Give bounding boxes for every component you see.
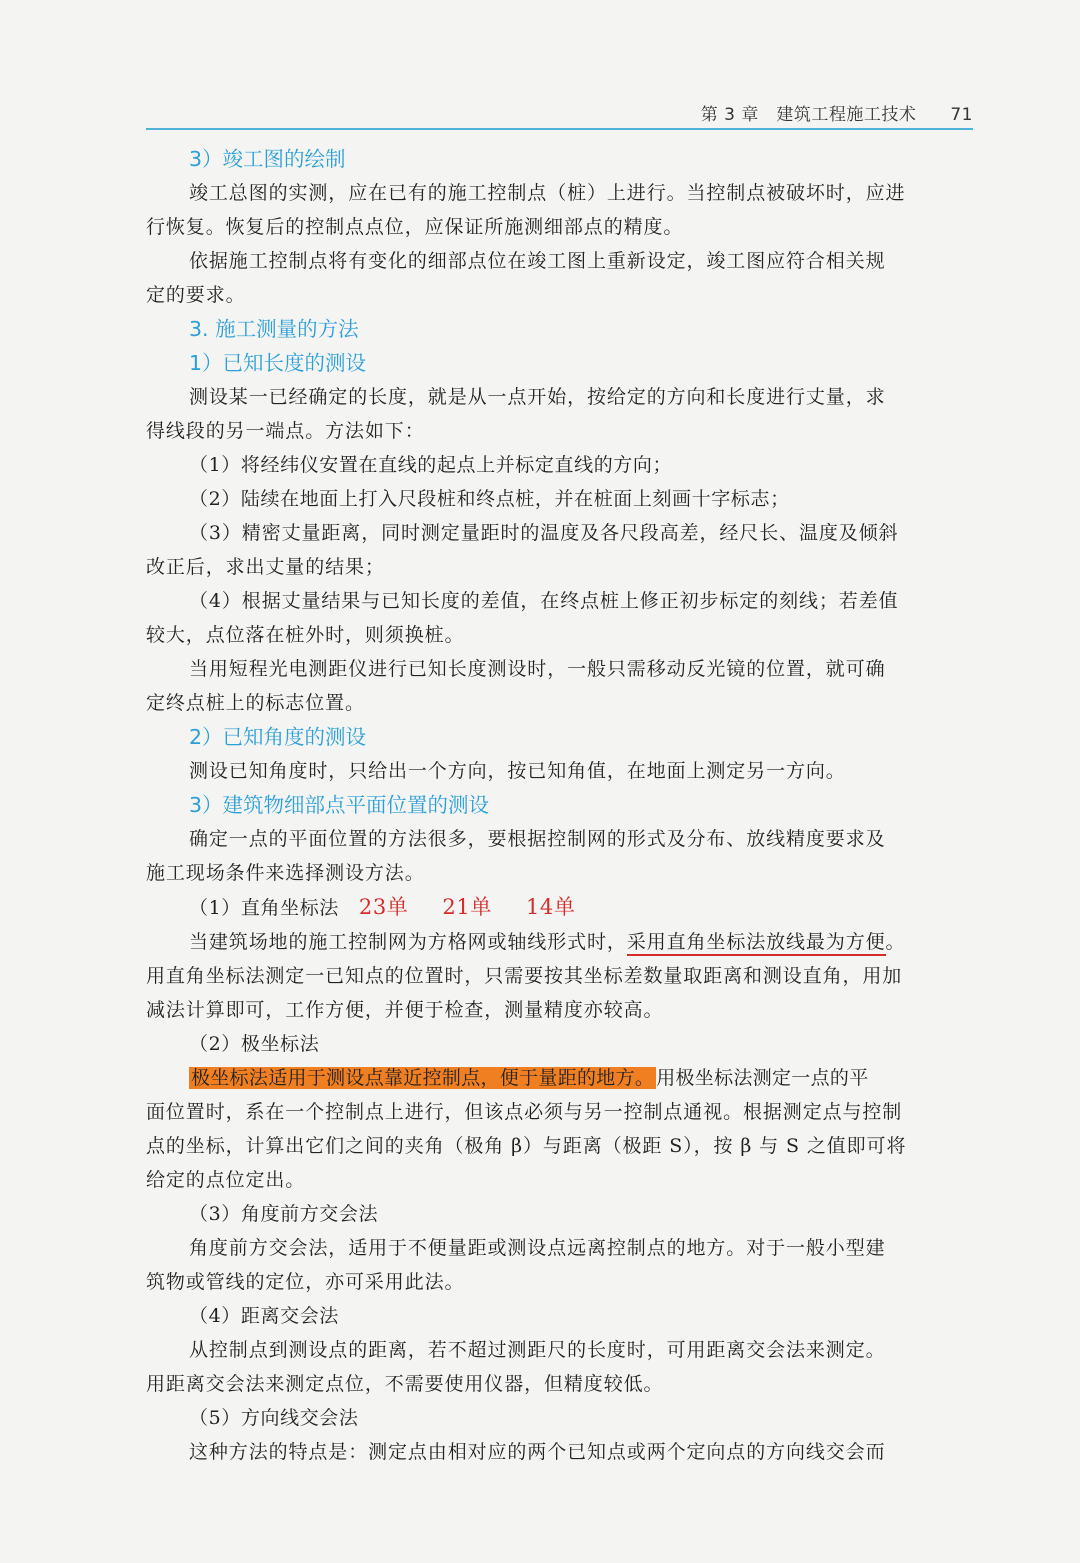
- list-item-rectangular-coordinates: [146, 890, 974, 925]
- handwritten-note: 21单: [442, 895, 492, 919]
- text: 用极坐标法测定一点的平: [656, 1067, 869, 1089]
- header-text: [701, 100, 973, 125]
- paragraph: 这种方法的特点是：测定点由相对应的两个已知点或两个定向点的方向线交会而: [189, 1441, 886, 1463]
- handwritten-note: 23单: [358, 895, 409, 919]
- list-item-angle-intersection: （3）角度前方交会法: [189, 1203, 379, 1225]
- page-body: [146, 142, 974, 1469]
- item-label: （1）直角坐标法: [189, 897, 339, 919]
- paragraph: 确定一点的平面位置的方法很多，要根据控制网的形式及分布、放线精度要求及 施工现场条件来选择测设方法。: [146, 828, 886, 884]
- paragraph-rect-intro: [146, 925, 974, 959]
- paragraph: 竣工总图的实测，应在已有的施工控制点（桩）上进行。当控制点被破坏时，应进 行恢复。恢复后的控制点点位，应保证所施测细部点的精度。: [146, 182, 906, 238]
- running-header: [146, 98, 973, 130]
- handwritten-note: 14单: [525, 895, 576, 919]
- list-item-distance-intersection: （4）距离交会法: [189, 1305, 339, 1327]
- paragraph: 从控制点到测设点的距离，若不超过测距尺的长度时，可用距离交会法来测定。 用距离交会法来测定点位，不需要使用仪器，但精度较低。: [146, 1339, 886, 1395]
- paragraph: 测设已知角度时，只给出一个方向，按已知角值，在地面上测定另一方向。: [189, 760, 846, 782]
- paragraph: 角度前方交会法，适用于不便量距或测设点远离控制点的地方。对于一般小型建 筑物或管线的定位，亦可采用此法。: [146, 1237, 886, 1293]
- chapter-title: 第 3 章 建筑工程施工技术: [700, 105, 917, 125]
- paragraph: 测设某一已经确定的长度，就是从一点开始，按给定的方向和长度进行丈量，求 得线段的另一端点。方法如下：: [146, 386, 886, 442]
- paragraph: 面位置时，系在一个控制点上进行，但该点必须与另一控制点通视。根据测定点与控制 点的坐标，计算出它们之间的夹角（极角 β）与距离（极距 S），按 β 与 S 之值即可将 给定的点位定出。: [146, 1101, 907, 1191]
- heading-known-angle: 2）已知角度的测设: [189, 725, 367, 749]
- paragraph-polar-intro: [146, 1061, 974, 1095]
- underlined-text: 采用直角坐标法放线最为方便: [627, 931, 886, 956]
- paragraph: （4）根据丈量结果与已知长度的差值，在终点桩上修正初步标定的刻线；若差值 较大，点位落在桩外时，则须换桩。: [146, 590, 899, 646]
- heading-detail-point: 3）建筑物细部点平面位置的测设: [189, 793, 490, 817]
- paragraph: 依据施工控制点将有变化的细部点位在竣工图上重新设定，竣工图应符合相关规 定的要求。: [146, 250, 886, 306]
- paragraph: 用直角坐标法测定一已知点的位置时，只需要按其坐标差数量取距离和测设直角，用加 减法计算即可，工作方便，并便于检查，测量精度亦较高。: [146, 965, 903, 1021]
- list-item: （1）将经纬仪安置在直线的起点上并标定直线的方向；: [189, 454, 673, 476]
- heading-survey-methods: 3. 施工测量的方法: [189, 317, 359, 341]
- page-number: 71: [950, 105, 973, 125]
- text: 。: [885, 931, 906, 953]
- heading-as-built-drawing: 3）竣工图的绘制: [189, 147, 346, 171]
- paragraph: （3）精密丈量距离，同时测定量距时的温度及各尺段高差，经尺长、温度及倾斜 改正后，求出丈量的结果；: [146, 522, 899, 578]
- text: 当建筑场地的施工控制网为方格网或轴线形式时，: [189, 931, 627, 953]
- highlighted-text: 极坐标法适用于测设点靠近控制点，便于量距的地方。: [191, 1067, 655, 1089]
- paragraph: 当用短程光电测距仪进行已知长度测设时，一般只需移动反光镜的位置，就可确 定终点桩上的标志位置。: [146, 658, 886, 714]
- list-item-direction-intersection: （5）方向线交会法: [189, 1407, 359, 1429]
- list-item: （2）陆续在地面上打入尺段桩和终点桩，并在桩面上刻画十字标志；: [189, 488, 790, 510]
- heading-known-length: 1）已知长度的测设: [189, 351, 367, 375]
- list-item-polar: （2）极坐标法: [189, 1033, 320, 1055]
